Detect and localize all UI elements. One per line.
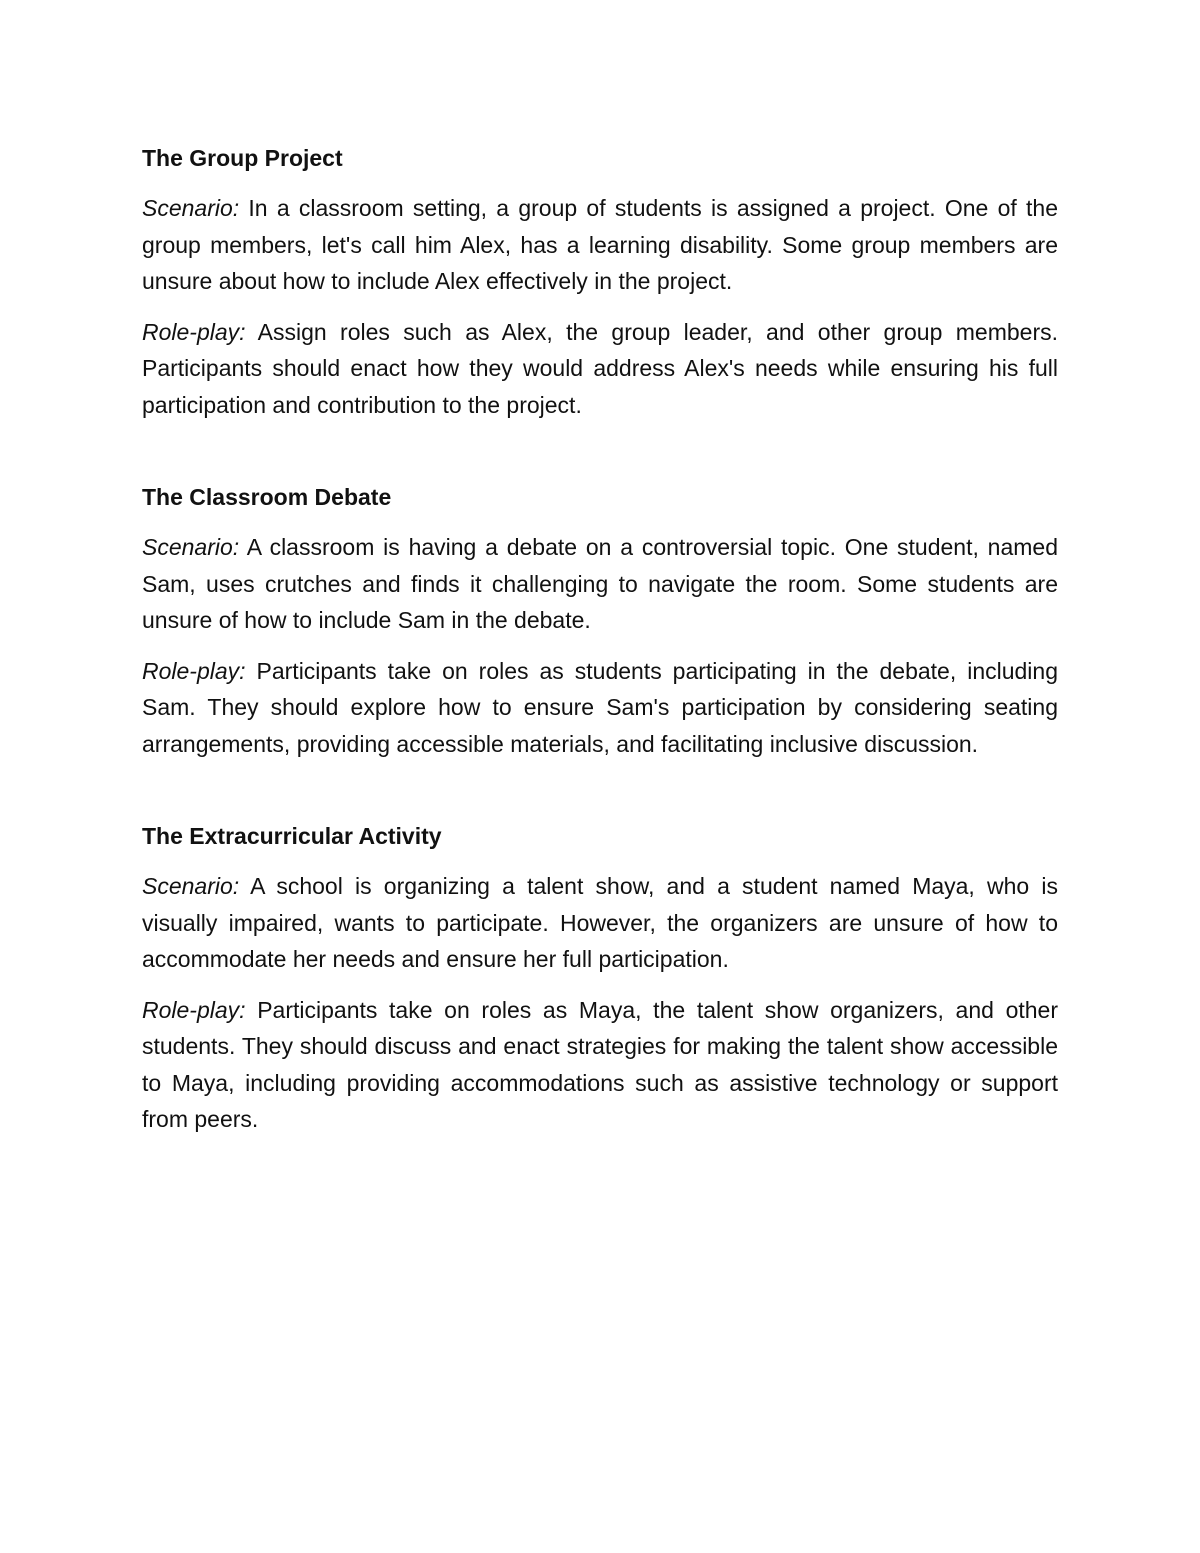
section-heading: The Extracurricular Activity: [142, 823, 442, 849]
section-extracurricular-activity: [142, 818, 1058, 1138]
roleplay-text: Assign roles such as Alex, the group leader, and other group members. Participants should enact how they would address Alex's needs while ensuring his full participation and contribution to the project.: [142, 318, 1058, 418]
scenario-paragraph: [142, 868, 1058, 978]
scenario-label: Scenario:: [142, 195, 240, 221]
scenario-text: A classroom is having a debate on a controversial topic. One student, named Sam, uses crutches and finds it challenging to navigate the room. Some students are unsure of how to include Sam in the debate.: [142, 534, 1058, 633]
roleplay-paragraph: [142, 314, 1058, 424]
section-heading: The Classroom Debate: [142, 484, 392, 510]
roleplay-paragraph: [142, 653, 1058, 763]
section-heading: The Group Project: [142, 145, 343, 171]
roleplay-label: Role-play:: [142, 318, 246, 345]
section-classroom-debate: [142, 479, 1058, 762]
scenario-text: In a classroom setting, a group of students is assigned a project. One of the group members, let's call him Alex, has a learning disability. Some group members are unsure about how to include Alex effectively in the project.: [142, 195, 1058, 294]
scenario-paragraph: [142, 190, 1058, 300]
scenario-paragraph: [142, 529, 1058, 639]
roleplay-text: Participants take on roles as students participating in the debate, including Sam. They should explore how to ensure Sam's participation by considering seating arrangements, providing accessible materials, and facilitating inclusive discussion.: [142, 657, 1058, 757]
scenario-label: Scenario:: [142, 873, 240, 899]
document-page: [142, 140, 1058, 1138]
scenario-label: Scenario:: [142, 534, 240, 560]
roleplay-paragraph: [142, 992, 1058, 1138]
scenario-text: A school is organizing a talent show, and a student named Maya, who is visually impaired, wants to participate. However, the organizers are unsure of how to accommodate her needs and ensure her full participation.: [142, 873, 1058, 972]
roleplay-label: Role-play:: [142, 657, 246, 684]
roleplay-label: Role-play:: [142, 996, 246, 1023]
roleplay-text: Participants take on roles as Maya, the talent show organizers, and other students. They should discuss and enact strategies for making the talent show accessible to Maya, including providing accommodations such as assistive technology or support from peers.: [142, 996, 1058, 1132]
section-group-project: [142, 140, 1058, 423]
